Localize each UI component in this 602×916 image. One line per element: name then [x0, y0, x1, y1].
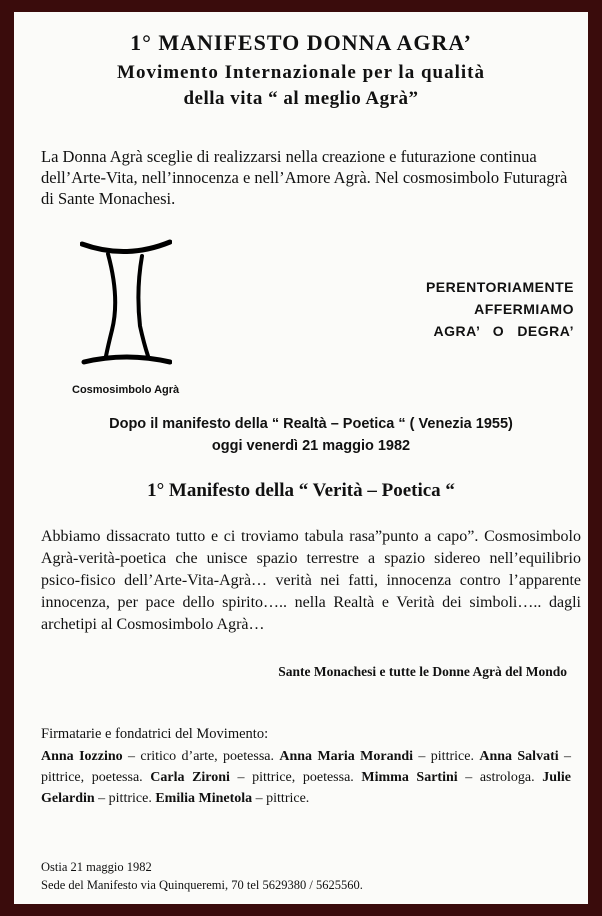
declaration-line3: AGRA’ O DEGRA’ — [433, 323, 574, 339]
second-manifesto-body: Abbiamo dissacrato tutto e ci troviamo tabula rasa”punto a capo”. Cosmosimbolo Agrà-verità-poetica che unisce spazio terrestre a spazio sidereo nell’equilibrio psico-fisico dell’Arte-Vita-Agrà… verità nei fatti, innocenza contro l’apparente innocenza, per pace dello spirito….. nella Realtà e Verità dei simboli….. dagli archetipi al Cosmosimbolo Agrà… — [41, 528, 581, 633]
manifesto-page — [14, 12, 588, 904]
signatories-heading: Firmatarie e fondatrici del Movimento: — [41, 726, 269, 742]
declaration-block — [374, 276, 574, 342]
manifesto-subtitle-line2: della vita “ al meglio Agrà” — [183, 88, 419, 109]
signatory-name: Anna Maria Morandi — [279, 749, 414, 764]
previous-manifesto-line: Dopo il manifesto della “ Realtà – Poetica “ ( Venezia 1955) — [109, 416, 513, 432]
signatories-list — [41, 746, 571, 809]
cosmosimbolo-agra-icon — [80, 238, 172, 370]
signatory-role: – pittrice. — [413, 749, 480, 764]
signatory-role: – pittrice, poetessa. — [41, 749, 572, 785]
signatory-role: – astrologa. — [457, 770, 543, 785]
manifesto-subtitle-line1: Movimento Internazionale per la qualità — [117, 62, 485, 83]
second-manifesto-title: 1° Manifesto della “ Verità – Poetica “ — [147, 480, 455, 501]
date-line: oggi venerdì 21 maggio 1982 — [211, 438, 411, 454]
symbol-caption: Cosmosimbolo Agrà — [72, 384, 180, 396]
signatory-role: – pittrice. — [94, 791, 156, 806]
signatory-role: – pittrice. — [252, 791, 310, 806]
signature: Sante Monachesi e tutte le Donne Agrà del Mondo — [278, 664, 567, 679]
declaration-line2: AFFERMIAMO — [474, 301, 574, 317]
intro-paragraph: La Donna Agrà sceglie di realizzarsi nella creazione e futurazione continua dell’Arte-Vita, nell’innocenza e nell’Amore Agrà. Nel cosmosimbolo Futuragrà di Sante Monachesi. — [41, 147, 568, 208]
signatory-name: Julie Gelardin — [41, 770, 572, 806]
footer-address: Sede del Manifesto via Quinqueremi, 70 tel 5629380 / 5625560. — [41, 878, 363, 892]
signatory-name: Anna Iozzino — [41, 749, 123, 764]
declaration-line1: PERENTORIAMENTE — [425, 279, 574, 295]
signatory-name: Anna Salvati — [479, 749, 559, 764]
signatory-role: – critico d’arte, poetessa. — [122, 749, 280, 764]
signatory-name: Carla Zironi — [150, 770, 230, 785]
footer-place-date: Ostia 21 maggio 1982 — [41, 860, 152, 874]
manifesto-title: 1° MANIFESTO DONNA AGRA’ — [130, 30, 472, 55]
signatory-name: Mimma Sartini — [361, 770, 458, 785]
signatory-name: Emilia Minetola — [155, 791, 253, 806]
signatory-role: – pittrice, poetessa. — [229, 770, 362, 785]
